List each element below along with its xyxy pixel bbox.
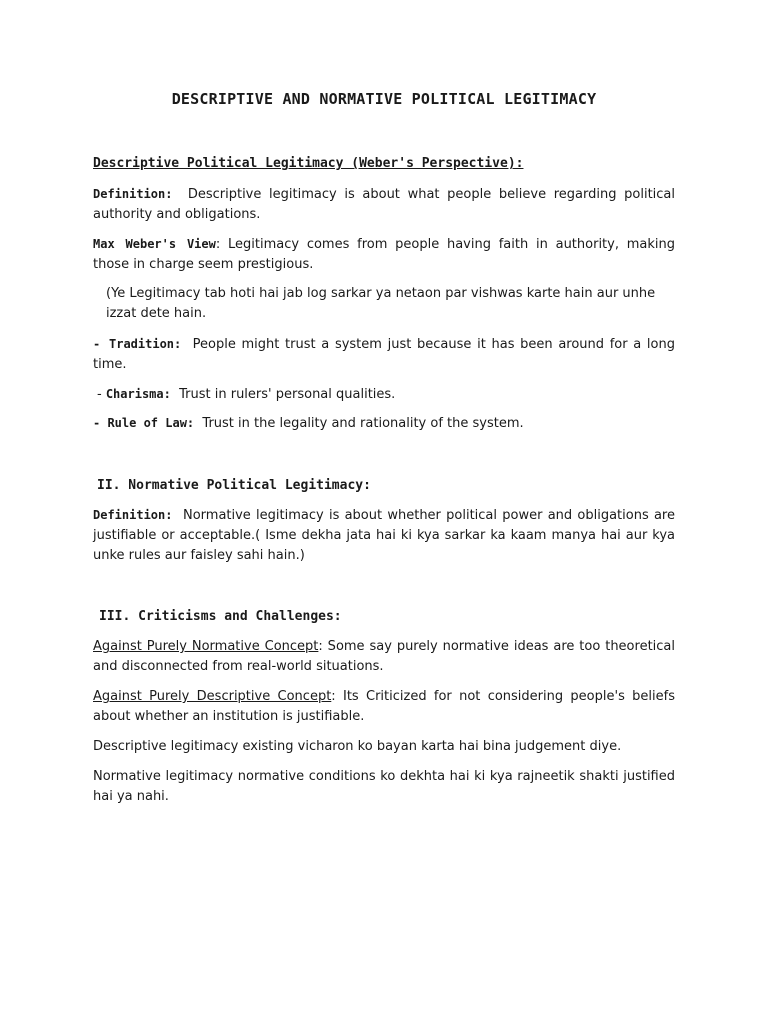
paragraph-descriptive: Descriptive legitimacy existing vicharon ko bayan karta hai bina judgement diye. — [93, 739, 622, 754]
against-descriptive — [93, 687, 675, 727]
descriptive-label: Against Purely Descriptive Concept — [93, 689, 332, 704]
tradition-label: - Tradition: — [93, 337, 182, 351]
charisma-item — [97, 384, 679, 405]
section3-heading: III. Criticisms and Challenges: — [99, 609, 342, 624]
weber-text: : Legitimacy comes from people having faith in authority, making those in charge seem prestigious. — [93, 237, 675, 272]
rule-of-law-item — [93, 413, 675, 434]
definition-text-2: Normative legitimacy is about whether political power and obligations are justifiable or acceptable.( Isme dekha jata hai ki kya sarkar ka kaam manya hai aur kya unke rules aur faisley sahi hain.) — [93, 508, 675, 563]
definition-label: Definition: — [93, 187, 173, 201]
section1-definition — [93, 184, 675, 225]
tradition-item — [93, 334, 675, 375]
normative-text: : Some say purely normative ideas are too theoretical and disconnected from real-world situations. — [93, 639, 676, 674]
descriptive-text: : Its Criticized for not considering people's beliefs about whether an institution is justifiable. — [93, 689, 675, 724]
paragraph-normative: Normative legitimacy normative conditions ko dekhta hai ki kya rajneetik shakti justified hai ya nahi. — [93, 769, 675, 804]
charisma-dash: - — [97, 387, 106, 402]
rule-label: - Rule of Law: — [93, 416, 195, 430]
hindi-note: (Ye Legitimacy tab hoti hai jab log sarkar ya netaon par vishwas karte hain aur unhe izzat dete hain. — [106, 286, 656, 321]
section2-heading: II. Normative Political Legitimacy: — [97, 478, 371, 493]
against-normative — [93, 637, 675, 677]
section2-definition — [93, 505, 675, 566]
definition-text: Descriptive legitimacy is about what people believe regarding political authority and obligations. — [93, 187, 676, 222]
rule-text: Trust in the legality and rationality of the system. — [202, 416, 524, 431]
weber-label: Max Weber's View — [93, 237, 216, 251]
definition-label-2: Definition: — [93, 508, 173, 522]
page-title: DESCRIPTIVE AND NORMATIVE POLITICAL LEGITIMACY — [171, 90, 597, 108]
charisma-label: Charisma: — [105, 387, 171, 401]
charisma-text: Trust in rulers' personal qualities. — [179, 387, 396, 402]
normative-label: Against Purely Normative Concept — [93, 639, 319, 654]
weber-view — [93, 234, 675, 275]
tradition-text: People might trust a system just because it has been around for a long time. — [93, 337, 675, 372]
section1-heading: Descriptive Political Legitimacy (Weber's Perspective): — [93, 156, 524, 171]
